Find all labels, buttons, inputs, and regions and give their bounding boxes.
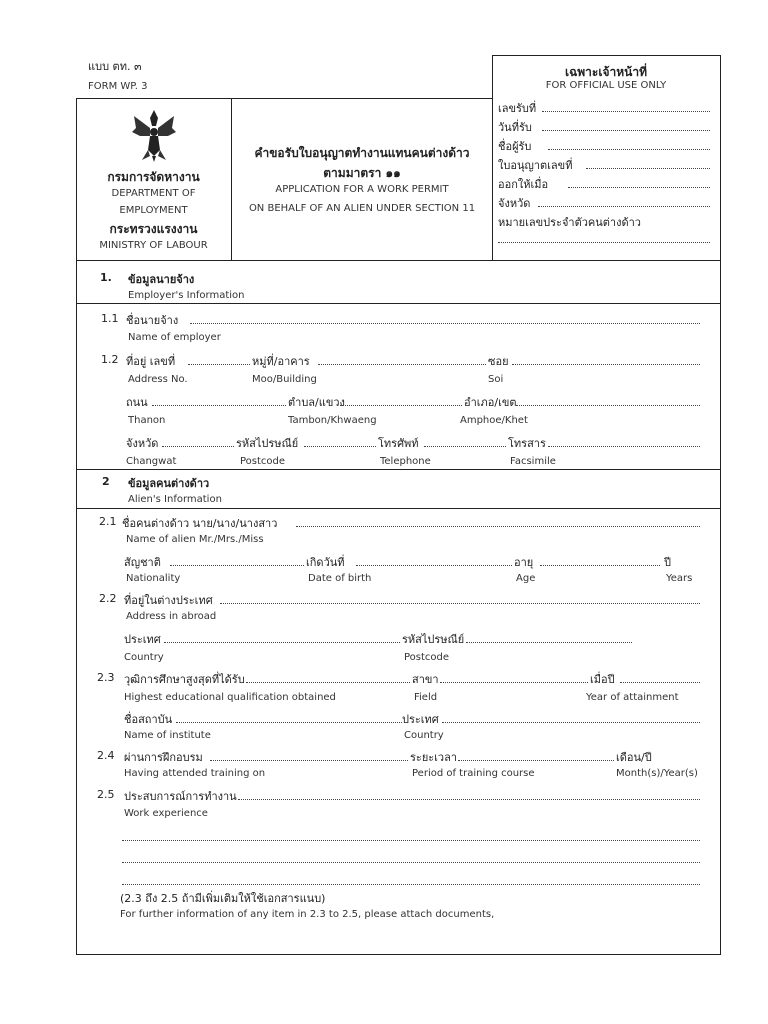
s25-label-th: ประสบการณ์การทำงาน xyxy=(124,790,237,803)
official-field-receipt-no-line[interactable] xyxy=(542,111,710,112)
alien-year-attained-field[interactable] xyxy=(620,682,700,683)
s21-years-th: ปี xyxy=(664,556,671,569)
s12-soi-th: ซอย xyxy=(488,355,509,368)
s12-amphoe-en: Amphoe/Khet xyxy=(460,415,528,426)
alien-experience-field[interactable] xyxy=(238,799,700,800)
s11-label-en: Name of employer xyxy=(128,332,221,343)
s25-number: 2.5 xyxy=(97,788,115,801)
s12-fax-en: Facsimile xyxy=(510,456,556,467)
official-field-alien-id: หมายเลขประจำตัวคนต่างด้าว xyxy=(498,216,641,229)
note-en: For further information of any item in 2.3 to 2.5, please attach documents, xyxy=(120,909,495,920)
s12-moo-en: Moo/Building xyxy=(252,374,317,385)
s23-inst-en: Name of institute xyxy=(124,730,211,741)
s11-number: 1.1 xyxy=(101,312,119,325)
employer-thanon-field[interactable] xyxy=(152,405,286,406)
alien-institute-country-field[interactable] xyxy=(442,722,700,723)
dept-en-2: EMPLOYMENT xyxy=(119,205,188,216)
official-title-th: เฉพาะเจ้าหน้าที่ xyxy=(564,65,647,79)
s23-country-th: ประเทศ xyxy=(402,713,439,726)
title-en-2: ON BEHALF OF AN ALIEN UNDER SECTION 11 xyxy=(248,203,476,214)
s23-year-en: Year of attainment xyxy=(586,692,679,703)
section1-number: 1. xyxy=(100,271,112,284)
employer-address-no-field[interactable] xyxy=(188,364,250,365)
dept-en-1: DEPARTMENT OF xyxy=(111,188,196,199)
alien-training-field[interactable] xyxy=(210,760,408,761)
alien-age-field[interactable] xyxy=(540,565,660,566)
s22-label-th: ที่อยู่ในต่างประเทศ xyxy=(124,594,213,607)
alien-dob-field[interactable] xyxy=(356,565,512,566)
employer-moo-field[interactable] xyxy=(318,364,486,365)
employer-name-field[interactable] xyxy=(190,323,700,324)
employer-tambon-field[interactable] xyxy=(340,405,462,406)
s12-postcode-en: Postcode xyxy=(240,456,286,467)
title-en-1: APPLICATION FOR A WORK PERMIT xyxy=(275,184,449,195)
section2-title-th: ข้อมูลคนต่างด้าว xyxy=(128,477,210,490)
s11-label-th: ชื่อนายจ้าง xyxy=(126,314,179,327)
s12-changwat-th: จังหวัด xyxy=(126,437,159,450)
s21-age-th: อายุ xyxy=(514,556,534,569)
official-field-province-line[interactable] xyxy=(538,206,710,207)
alien-abroad-address-field[interactable] xyxy=(220,603,700,604)
s12-soi-en: Soi xyxy=(488,374,504,385)
s23-label-th: วุฒิการศึกษาสูงสุดที่ได้รับ xyxy=(124,673,245,686)
s24-label-en: Having attended training on xyxy=(124,768,266,779)
s22-number: 2.2 xyxy=(99,592,117,605)
alien-training-period-field[interactable] xyxy=(458,760,614,761)
s22-country-en: Country xyxy=(124,652,164,663)
section1-title-th: ข้อมูลนายจ้าง xyxy=(128,273,195,286)
s12-tambon-th: ตำบล/แขวง xyxy=(288,396,345,409)
s12-tel-en: Telephone xyxy=(380,456,431,467)
s25-label-en: Work experience xyxy=(124,808,208,819)
s21-nat-en: Nationality xyxy=(126,573,181,584)
s12-tambon-en: Tambon/Khwaeng xyxy=(288,415,377,426)
experience-line-1[interactable] xyxy=(122,840,700,841)
official-field-permit-no: ใบอนุญาตเลขที่ xyxy=(498,159,573,172)
s22-label-en: Address in abroad xyxy=(126,611,217,622)
official-field-issued: ออกให้เมื่อ xyxy=(498,178,549,191)
s23-field-en: Field xyxy=(414,692,438,703)
s12-number: 1.2 xyxy=(101,353,119,366)
s12-amphoe-th: อำเภอ/เขต xyxy=(464,396,517,409)
official-field-province: จังหวัด xyxy=(498,197,531,210)
s22-postcode-th: รหัสไปรษณีย์ xyxy=(402,633,465,646)
s21-age-en: Age xyxy=(516,573,536,584)
s24-number: 2.4 xyxy=(97,749,115,762)
official-field-issued-line[interactable] xyxy=(568,187,710,188)
official-field-receipt-no: เลขรับที่ xyxy=(498,102,537,115)
alien-country-field[interactable] xyxy=(164,642,400,643)
s21-nat-th: สัญชาติ xyxy=(124,556,161,569)
official-field-receipt-date: วันที่รับ xyxy=(498,121,532,134)
official-field-permit-no-line[interactable] xyxy=(586,168,710,169)
section1-title-en: Employer's Information xyxy=(128,290,245,301)
alien-postcode-field[interactable] xyxy=(466,642,632,643)
s24-label-th: ผ่านการฝึกอบรม xyxy=(124,751,203,764)
s24-unit-th: เดือน/ปี xyxy=(616,751,652,764)
garuda-emblem-icon xyxy=(130,106,178,164)
s21-label-th: ชื่อคนต่างด้าว นาย/นาง/นางสาว xyxy=(122,517,278,530)
official-title-en: FOR OFFICIAL USE ONLY xyxy=(545,80,667,91)
form-number-th: แบบ ตท. ๓ xyxy=(88,60,142,73)
s12-addr-th: ที่อยู่ เลขที่ xyxy=(126,355,176,368)
employer-postcode-field[interactable] xyxy=(304,446,376,447)
s24-period-en: Period of training course xyxy=(412,768,535,779)
s12-moo-th: หมู่ที่/อาคาร xyxy=(252,355,310,368)
note-th: (2.3 ถึง 2.5 ถ้ามีเพิ่มเติมให้ใช้เอกสารแนบ) xyxy=(120,892,326,905)
employer-soi-field[interactable] xyxy=(512,364,700,365)
s12-postcode-th: รหัสไปรษณีย์ xyxy=(236,437,299,450)
s12-tel-th: โทรศัพท์ xyxy=(378,437,419,450)
title-th-1: คำขอรับใบอนุญาตทำงานแทนคนต่างด้าว xyxy=(254,146,470,160)
s22-country-th: ประเทศ xyxy=(124,633,161,646)
employer-fax-field[interactable] xyxy=(548,446,700,447)
s23-number: 2.3 xyxy=(97,671,115,684)
s23-year-th: เมื่อปี xyxy=(590,673,615,686)
official-field-receiver-line[interactable] xyxy=(548,149,710,150)
ministry-en: MINISTRY OF LABOUR xyxy=(99,240,208,251)
s12-addr-en: Address No. xyxy=(128,374,188,385)
s21-years-en: Years xyxy=(666,573,693,584)
s23-inst-th: ชื่อสถาบัน xyxy=(124,713,173,726)
s12-thanon-en: Thanon xyxy=(128,415,166,426)
official-field-receipt-date-line[interactable] xyxy=(542,130,710,131)
employer-changwat-field[interactable] xyxy=(162,446,234,447)
alien-qualification-field[interactable] xyxy=(246,682,410,683)
s24-period-th: ระยะเวลา xyxy=(410,751,458,764)
alien-field-of-study-field[interactable] xyxy=(440,682,588,683)
ministry-th: กระทรวงแรงงาน xyxy=(109,222,198,236)
s12-changwat-en: Changwat xyxy=(126,456,177,467)
s23-field-th: สาขา xyxy=(412,673,439,686)
form-number-en: FORM WP. 3 xyxy=(88,81,148,92)
employer-amphoe-field[interactable] xyxy=(516,405,700,406)
s21-dob-en: Date of birth xyxy=(308,573,372,584)
s21-dob-th: เกิดวันที่ xyxy=(306,556,345,569)
s21-number: 2.1 xyxy=(99,515,117,528)
alien-institute-field[interactable] xyxy=(176,722,402,723)
s23-label-en: Highest educational qualification obtained xyxy=(124,692,336,703)
s22-postcode-en: Postcode xyxy=(404,652,450,663)
s23-country-en: Country xyxy=(404,730,444,741)
alien-name-field[interactable] xyxy=(296,526,700,527)
s12-fax-th: โทรสาร xyxy=(508,437,546,450)
s24-unit-en: Month(s)/Year(s) xyxy=(616,768,698,779)
alien-nationality-field[interactable] xyxy=(170,565,304,566)
dept-th: กรมการจัดหางาน xyxy=(107,170,200,184)
official-field-receiver: ชื่อผู้รับ xyxy=(498,140,532,153)
experience-line-2[interactable] xyxy=(122,862,700,863)
s21-label-en: Name of alien Mr./Mrs./Miss xyxy=(126,534,264,545)
official-field-alien-id-line[interactable] xyxy=(498,242,710,243)
experience-line-3[interactable] xyxy=(122,884,700,885)
section2-title-en: Alien's Information xyxy=(128,494,222,505)
s12-thanon-th: ถนน xyxy=(126,396,148,409)
employer-telephone-field[interactable] xyxy=(424,446,506,447)
section2-number: 2 xyxy=(102,475,110,488)
title-th-2: ตามมาตรา ๑๑ xyxy=(323,166,401,180)
